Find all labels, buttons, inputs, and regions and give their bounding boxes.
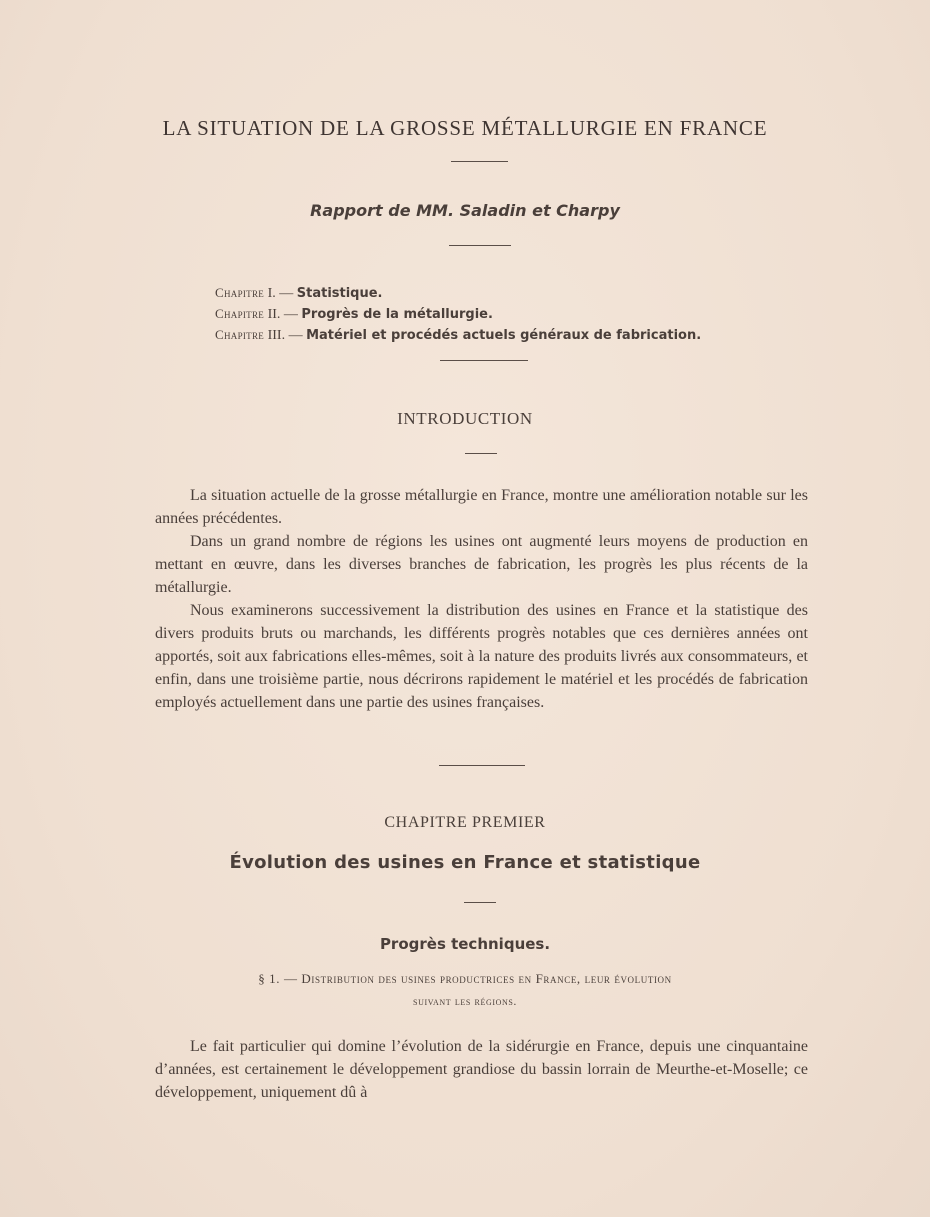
toc-chapter-number: II. — [267, 307, 281, 322]
toc-item — [215, 282, 701, 303]
toc-rule — [440, 360, 528, 361]
introduction-heading: INTRODUCTION — [397, 409, 533, 428]
toc-chapter-label: Chapitre — [215, 327, 265, 342]
toc-chapter-label: Chapitre — [215, 306, 265, 321]
paragraph: Dans un grand nombre de régions les usines ont augmenté leurs moyens de production en mettant en œuvre, dans les diverses branches de fabrication, les progrès les plus récents de la métallurgie. — [155, 533, 808, 596]
toc-chapter-title: Progrès de la métallurgie. — [301, 307, 493, 322]
toc-dash: — — [279, 286, 294, 301]
toc-chapter-number: I. — [267, 286, 276, 301]
document-title: LA SITUATION DE LA GROSSE MÉTALLURGIE EN FRANCE — [162, 116, 768, 140]
introduction-text — [155, 484, 808, 714]
section-heading: Progrès techniques. — [379, 935, 551, 953]
section-title-line-2: suivant les régions. — [413, 994, 517, 1008]
introduction-rule — [465, 453, 497, 454]
toc-item — [215, 324, 701, 345]
title-rule — [451, 161, 508, 162]
chapter-subtitle: Évolution des usines en France et statistique — [229, 852, 701, 873]
toc-chapter-label: Chapitre — [215, 285, 265, 300]
report-authors: Rapport de MM. Saladin et Charpy — [310, 201, 620, 220]
chapter-rule — [464, 902, 496, 903]
paragraph: Nous examinerons successivement la distribution des usines en France et la statistique des divers produits bruts ou marchands, les différents progrès notables que ces dernières années ont apportés, soit aux fabrications elles-mêmes, soit à la nature des produits livrés aux consommateurs, et enfin, dans une troisième partie, nous décrirons rapidement le matériel et les procédés de fabrication employés actuellement dans une partie des usines françaises. — [155, 602, 808, 711]
toc-item — [215, 303, 701, 324]
paragraph: La situation actuelle de la grosse métallurgie en France, montre une amélioration notable sur les années précédentes. — [155, 487, 808, 527]
toc-chapter-number: III. — [267, 328, 286, 343]
toc-dash: — — [283, 307, 298, 322]
paragraph: Le fait particulier qui domine l’évolution de la sidérurgie en France, depuis une cinquantaine d’années, est certainement le développement grandiose du bassin lorrain de Meurthe-et-Moselle; ce développement, uniquement dû à — [155, 1038, 808, 1101]
toc-dash: — — [288, 328, 303, 343]
body-text — [155, 1035, 808, 1104]
toc-chapter-title: Statistique. — [296, 286, 383, 301]
report-rule — [449, 245, 511, 246]
section-rule — [439, 765, 525, 766]
table-of-contents — [215, 282, 701, 345]
toc-chapter-title: Matériel et procédés actuels généraux de fabrication. — [306, 328, 702, 343]
chapter-heading: CHAPITRE PREMIER — [384, 814, 546, 831]
section-title-line-1: § 1. — Distribution des usines productrices en France, leur évolution — [258, 971, 672, 986]
